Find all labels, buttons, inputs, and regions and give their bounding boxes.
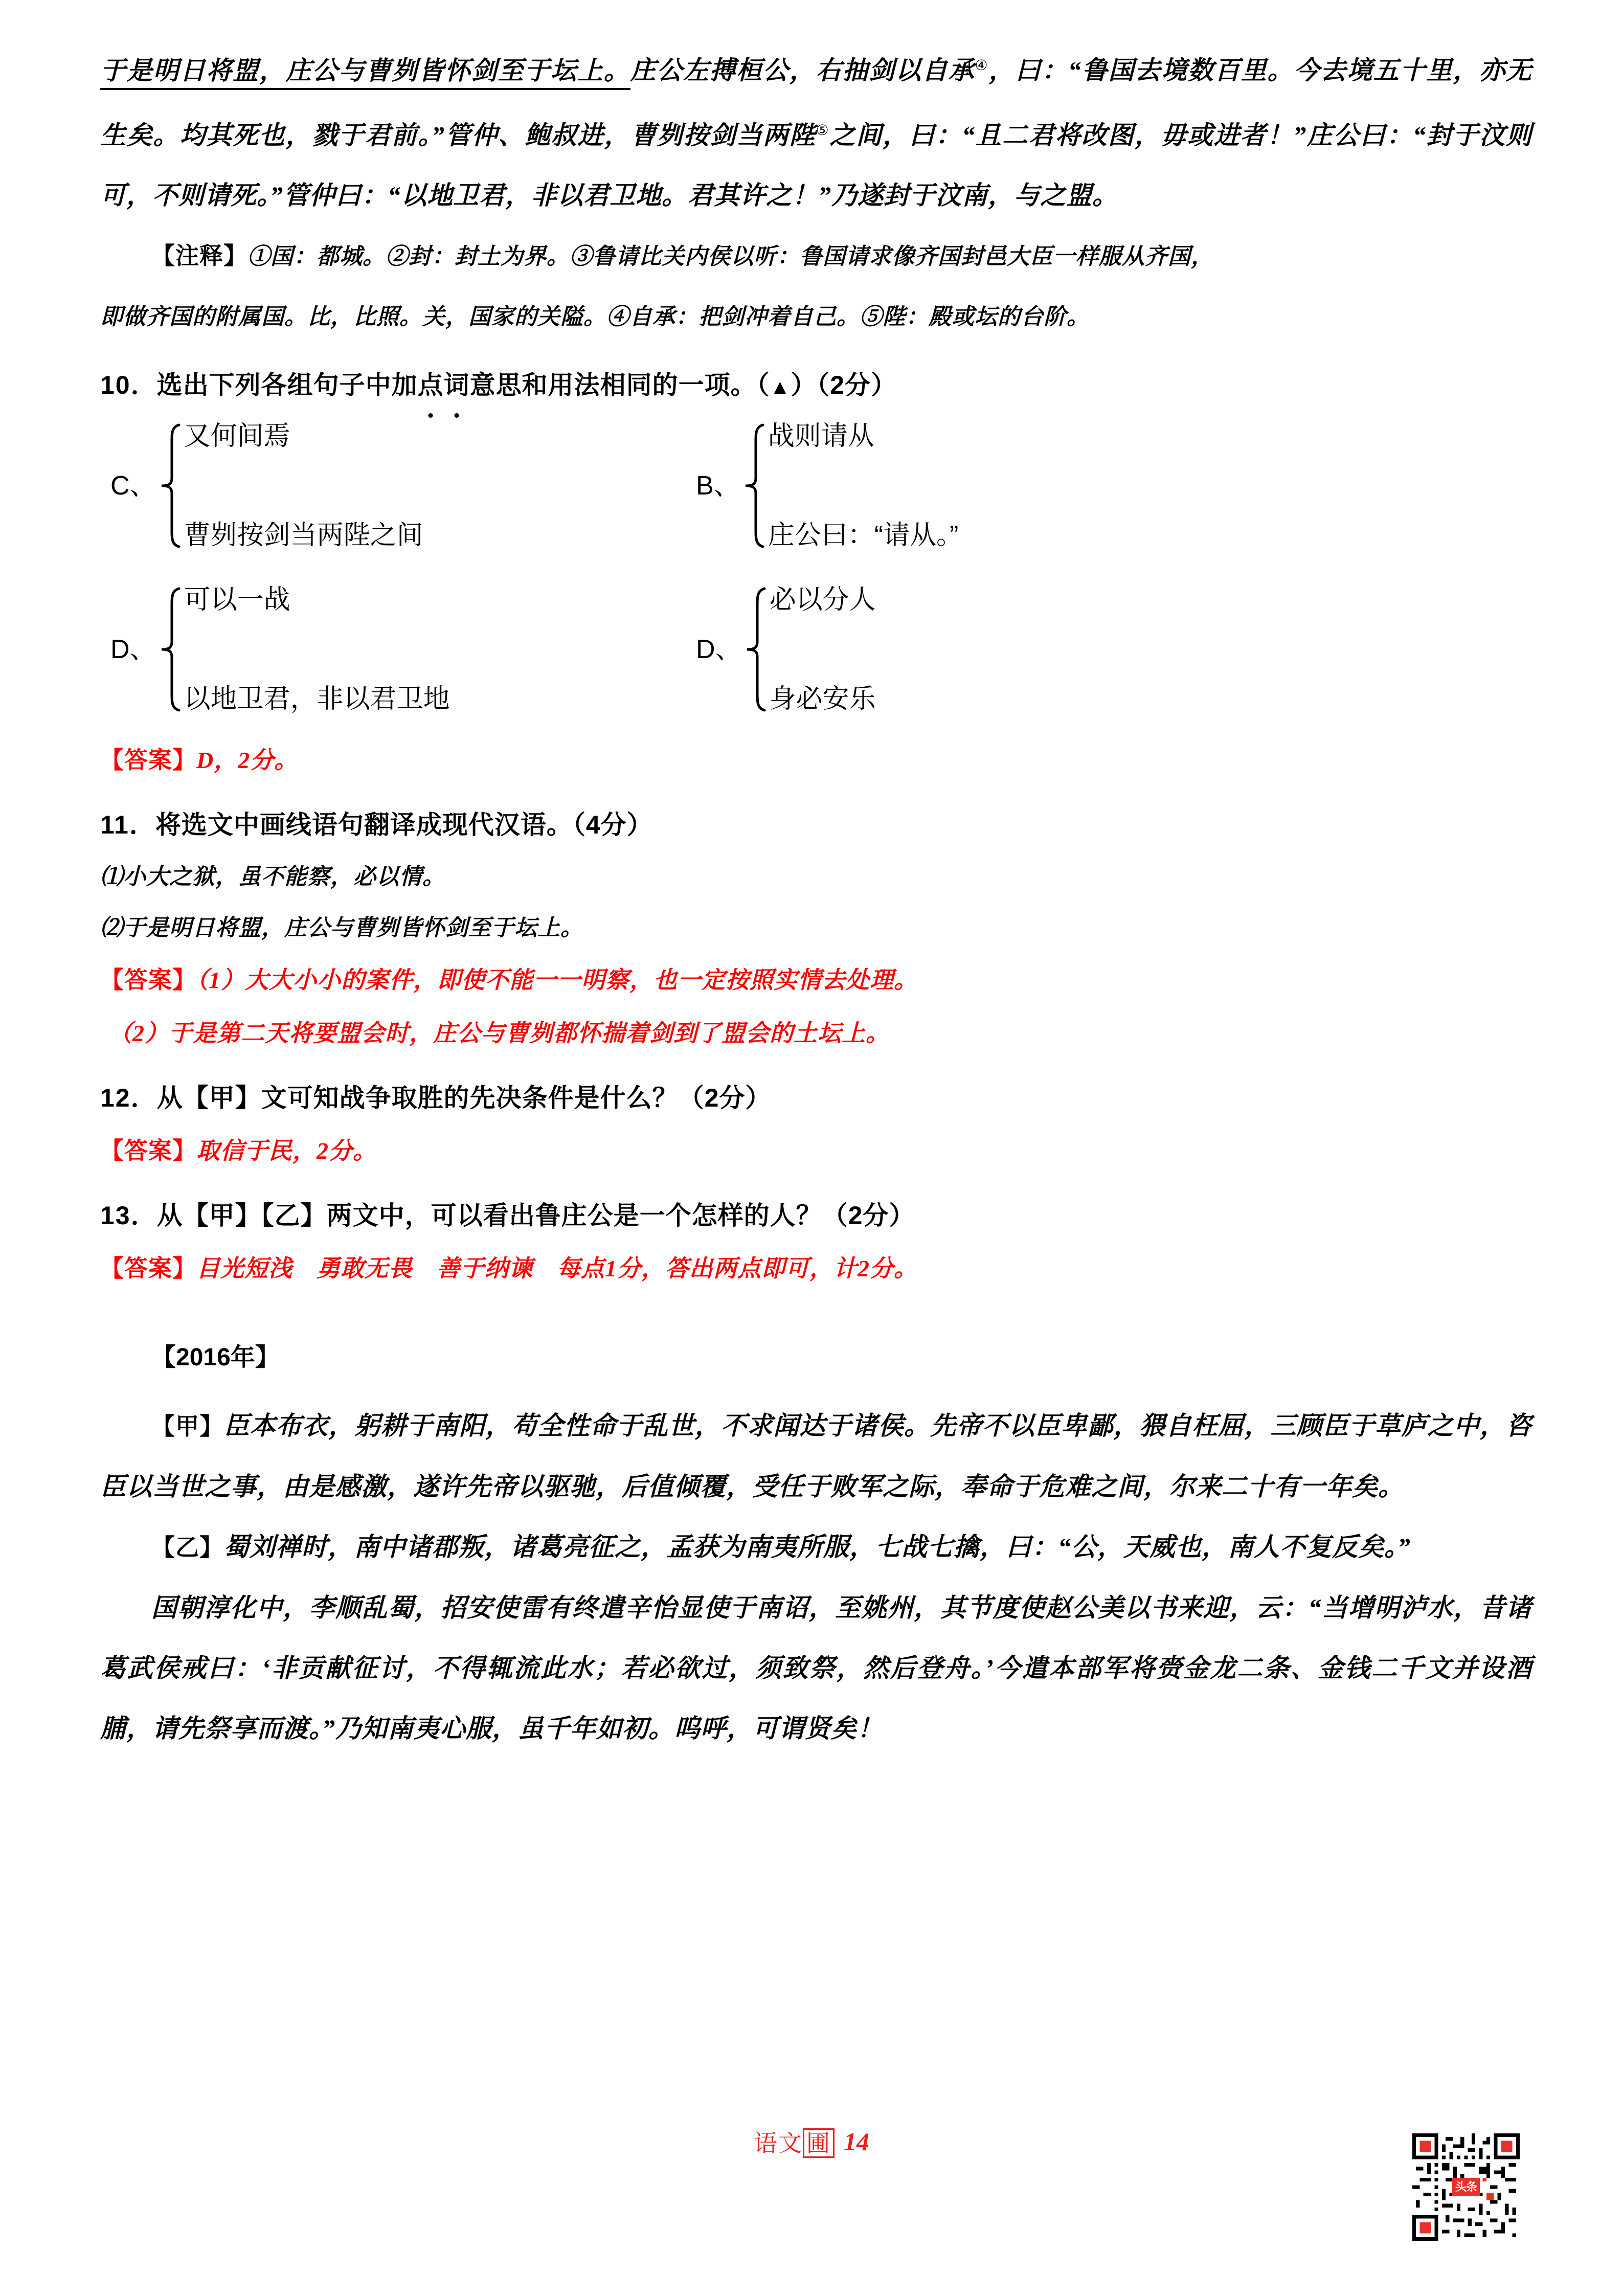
question-11-number: 11 <box>100 811 129 840</box>
option-c-line-1: 又何间焉 <box>184 421 290 452</box>
page-number: 14 <box>844 2127 869 2156</box>
brand-boxed-char: 圃 <box>803 2128 835 2158</box>
question-10-text-pre: ．选出下列各组句子中加 <box>130 371 418 400</box>
option-label-d-right: D、 <box>696 635 742 665</box>
option-b-line-2: 庄公曰：“请从。” <box>768 521 959 551</box>
option-d-left-line-1: 可以一战 <box>184 585 290 615</box>
question-11-sub-1: ⑴小大之狱，虽不能察，必以情。 <box>100 864 445 890</box>
question-13-text: ．从【甲】【乙】两文中，可以看出鲁庄公是一个怎样的人？（2分） <box>130 1201 915 1230</box>
footnote-marker-4: ④ <box>975 58 989 74</box>
question-11-text: ．将选文中画线语句翻译成现代汉语。（4分） <box>129 811 653 840</box>
question-11 <box>100 798 1532 851</box>
option-label-c: C、 <box>110 471 156 501</box>
year-heading-2016: 【2016年】 <box>151 1344 280 1371</box>
question-11-sub-2: ⑵于是明日将盟，庄公与曹刿皆怀剑至于坛上。 <box>100 915 583 941</box>
brace-icon <box>742 422 765 550</box>
blank-triangle-marker: ▲ <box>770 376 791 399</box>
qr-code-icon[interactable] <box>1412 2133 1520 2241</box>
question-13-number: 13 <box>100 1201 131 1230</box>
passage-top <box>100 36 1532 226</box>
passage-jia-tag: 【甲】 <box>151 1413 224 1440</box>
answer-12-tag: 【答案】 <box>100 1138 196 1164</box>
passage-yi-tag: 【乙】 <box>151 1534 223 1561</box>
option-group-c[interactable] <box>110 422 423 550</box>
question-10-number: 10 <box>100 371 131 400</box>
question-10 <box>100 358 1532 414</box>
option-c-line-2: 曹刿按剑当两陛之间 <box>184 521 423 551</box>
option-group-d-left[interactable] <box>110 586 450 713</box>
question-10-dot-2: 词 <box>444 358 470 412</box>
answer-10-text: D，2分。 <box>196 747 299 774</box>
answer-11-text-1: （1）大大小小的案件，即使不能一一明察，也一定按照实情去处理。 <box>196 967 918 994</box>
passage-jia-text: 臣本布衣，躬耕于南阳，苟全性命于乱世，不求闻达于诸侯。先帝不以臣卑鄙，猥自枉屈，三顾臣于草庐之中，咨臣以当世之事，由是感激，遂许先帝以驱驰，后值倾覆，受任于败军之际，奉命于危难之间，尔来二十有一年矣。 <box>100 1411 1532 1501</box>
passage-last: 国朝淳化中，李顺乱蜀，招安使雷有终遣辛怡显使于南诏，至姚州，其节度使赵公美以书来迎，云：“当增明泸水，昔诸葛武侯戒曰：‘非贡献征讨，不得辄流此水；若必欲过，须致祭，然后登舟。’今遣本部军将赍金龙二条、金钱二千文并设酒脯，请先祭享而渡。”乃知南夷心服，虽千年如初。呜呼，可谓贤矣！ <box>100 1593 1532 1743</box>
passage-yi <box>100 1517 1532 1578</box>
question-10-options <box>100 417 1532 734</box>
option-d-right-line-1: 必以分人 <box>769 585 876 615</box>
answer-12 <box>100 1124 1532 1178</box>
brace-icon <box>744 586 767 713</box>
page-content <box>100 0 1532 1759</box>
answer-12-text: 取信于民，2分。 <box>196 1138 377 1164</box>
option-d-right-line-2: 身必安乐 <box>769 684 876 714</box>
answer-10 <box>100 734 1532 787</box>
option-c-items <box>184 422 423 550</box>
option-group-b[interactable] <box>696 422 958 550</box>
question-10-dot-1: 点 <box>418 358 444 412</box>
answer-13-tag: 【答案】 <box>100 1255 196 1282</box>
option-d-right-items <box>770 586 876 713</box>
answer-10-tag: 【答案】 <box>100 747 196 774</box>
footnote-marker-5: ⑤ <box>816 122 830 139</box>
brand-logo <box>754 2125 835 2158</box>
answer-13 <box>100 1242 1532 1295</box>
passage-top-rest2: ，曰：“鲁国去境数百里。今去境五十里，亦无生矣。均其死也，戮于君前。”管仲、鲍叔进，曹刿按剑当两陛 <box>100 56 1532 150</box>
brace-icon <box>159 422 181 550</box>
notes-line-1 <box>100 226 1532 287</box>
passage-top-rest3: 之间，曰：“且二君将改图，毋或进者！”庄公曰：“封于汶则可，不则请死。”管仲曰：“以地卫君，非以君卫地。君其许之！”乃遂封于汶南，与之盟。 <box>100 121 1532 210</box>
passage-top-rest: 庄公左搏桓公，右抽剑以自承 <box>630 56 975 85</box>
answer-11-line-2: （2）于是第二天将要盟会时，庄公与曹刿都怀揣着剑到了盟会的土坛上。 <box>108 1020 890 1047</box>
notes-text-1: ①国：都城。②封：封土为界。③鲁请比关内侯以听：鲁国请求像齐国封邑大臣一样服从齐国， <box>247 244 1214 269</box>
question-10-text-post: 意思和用法相同的一项。（ <box>469 371 770 400</box>
answer-11-tag: 【答案】 <box>100 967 196 994</box>
option-d-left-items <box>184 586 450 713</box>
passage-jia <box>100 1395 1532 1517</box>
question-10-text-end: ）（2分） <box>791 371 897 400</box>
passage-top-underlined: 于是明日将盟，庄公与曹刿皆怀剑至于坛上。 <box>100 56 630 90</box>
question-12 <box>100 1071 1532 1124</box>
question-12-text: ．从【甲】文可知战争取胜的先决条件是什么？（2分） <box>130 1084 772 1113</box>
question-12-number: 12 <box>100 1084 131 1113</box>
qr-center-logo: 头条 <box>1452 2178 1480 2196</box>
option-label-d-left: D、 <box>110 635 156 665</box>
notes-line-2: 即做齐国的附属国。比，比照。关，国家的关隘。④自承：把剑冲着自己。⑤陛：殿或坛的台阶。 <box>100 304 1090 330</box>
option-d-left-line-2: 以地卫君，非以君卫地 <box>184 684 450 714</box>
option-b-line-1: 战则请从 <box>768 421 874 452</box>
answer-11-line-1 <box>100 954 1532 1007</box>
notes-tag: 【注释】 <box>151 242 247 269</box>
page-footer <box>0 2125 1623 2186</box>
answer-13-text: 目光短浅 勇敢无畏 善于纳谏 每点1分，答出两点即可，计2分。 <box>196 1255 918 1282</box>
option-label-b: B、 <box>696 471 740 501</box>
passage-yi-text: 蜀刘禅时，南中诸郡叛，诸葛亮征之，孟获为南夷所服，七战七擒，曰：“公，天威也，南人不复反矣。” <box>223 1533 1411 1562</box>
option-group-d-right[interactable] <box>696 586 876 713</box>
question-13 <box>100 1189 1532 1242</box>
brand-prefix: 语文 <box>754 2130 803 2156</box>
brace-icon <box>159 586 181 713</box>
option-b-items <box>768 422 959 550</box>
